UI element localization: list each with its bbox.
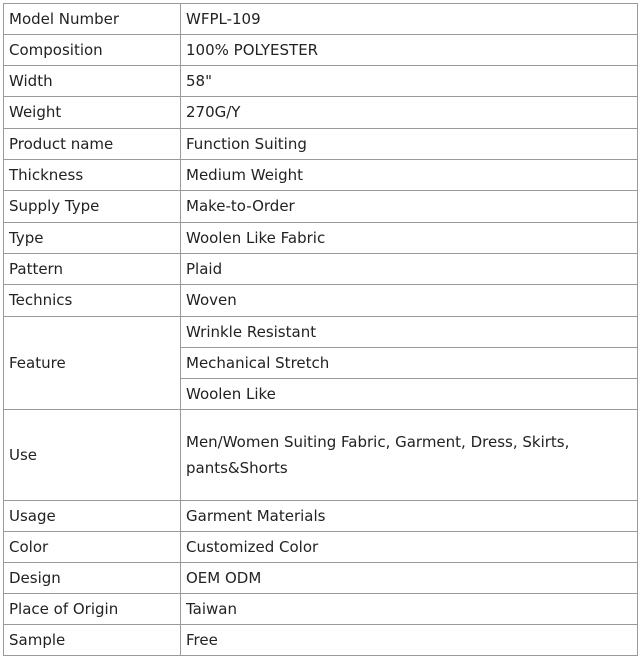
row-label: Product name — [4, 129, 181, 160]
row-value: Garment Materials — [181, 501, 638, 532]
row-label: Pattern — [4, 254, 181, 285]
row-value: Plaid — [181, 254, 638, 285]
row-label: Place of Origin — [4, 594, 181, 625]
table-row-design — [4, 563, 638, 594]
row-label: Model Number — [4, 4, 181, 35]
table-row-model-number — [4, 4, 638, 35]
table-row-technics — [4, 285, 638, 317]
row-label: Color — [4, 532, 181, 563]
row-label: Usage — [4, 501, 181, 532]
row-value: Medium Weight — [181, 160, 638, 191]
row-label: Type — [4, 223, 181, 254]
row-value: OEM ODM — [181, 563, 638, 594]
table-row-feature — [4, 317, 638, 348]
table-row-pattern — [4, 254, 638, 285]
row-label: Sample — [4, 625, 181, 656]
table-row-composition — [4, 35, 638, 66]
row-label: Feature — [4, 317, 181, 410]
row-value: Woolen Like Fabric — [181, 223, 638, 254]
product-spec-table — [3, 3, 638, 656]
table-row-usage — [4, 501, 638, 532]
table-row-product-name — [4, 129, 638, 160]
row-value: Woven — [181, 285, 638, 317]
table-row-width — [4, 66, 638, 97]
row-value: Customized Color — [181, 532, 638, 563]
row-label: Thickness — [4, 160, 181, 191]
row-value: 58" — [181, 66, 638, 97]
row-value: Taiwan — [181, 594, 638, 625]
row-value: Free — [181, 625, 638, 656]
row-value: Men/Women Suiting Fabric, Garment, Dress, Skirts, pants&Shorts — [181, 410, 638, 501]
row-value: Wrinkle Resistant — [181, 317, 638, 348]
row-label: Width — [4, 66, 181, 97]
row-value: 100% POLYESTER — [181, 35, 638, 66]
row-label: Composition — [4, 35, 181, 66]
table-row-type — [4, 223, 638, 254]
table-row-sample — [4, 625, 638, 656]
table-row-weight — [4, 97, 638, 129]
row-value: WFPL-109 — [181, 4, 638, 35]
row-label: Design — [4, 563, 181, 594]
table-row-place-of-origin — [4, 594, 638, 625]
table-row-use — [4, 410, 638, 501]
row-value: 270G/Y — [181, 97, 638, 129]
row-value: Mechanical Stretch — [181, 348, 638, 379]
row-label: Technics — [4, 285, 181, 317]
row-label: Supply Type — [4, 191, 181, 223]
table-row-supply-type — [4, 191, 638, 223]
row-label: Weight — [4, 97, 181, 129]
row-value: Function Suiting — [181, 129, 638, 160]
table-row-thickness — [4, 160, 638, 191]
row-value: Make-to-Order — [181, 191, 638, 223]
row-label: Use — [4, 410, 181, 501]
row-value: Woolen Like — [181, 379, 638, 410]
table-row-color — [4, 532, 638, 563]
